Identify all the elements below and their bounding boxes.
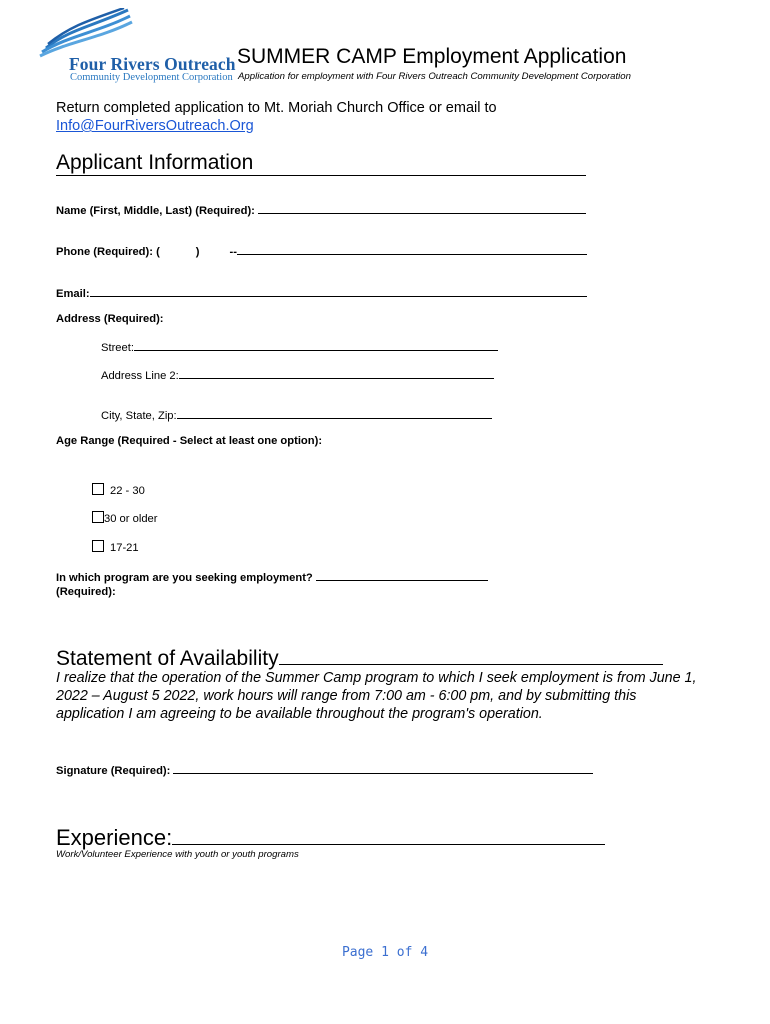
experience-heading-text: Experience: xyxy=(56,825,173,850)
age-option-22-30[interactable] xyxy=(92,483,145,497)
city-label: City, State, Zip: xyxy=(101,410,177,422)
program-label: In which program are you seeking employment? xyxy=(56,572,316,584)
signature-row xyxy=(56,763,593,777)
title-rest: Employment Application xyxy=(396,45,627,68)
checkbox[interactable] xyxy=(92,540,104,552)
phone-number-field[interactable] xyxy=(237,244,587,255)
email-label: Email: xyxy=(56,288,90,300)
age-range-label: Age Range (Required - Select at least one option): xyxy=(56,435,323,447)
availability-heading xyxy=(56,646,663,671)
address2-row xyxy=(101,368,494,382)
email-row xyxy=(56,286,587,300)
name-row xyxy=(56,203,586,217)
phone-dash: -- xyxy=(229,246,237,258)
address2-field[interactable] xyxy=(179,368,494,379)
email-field[interactable] xyxy=(90,286,587,297)
phone-paren: ) xyxy=(195,246,200,258)
checkbox[interactable] xyxy=(92,483,104,495)
age-option-17-21[interactable] xyxy=(92,540,139,554)
age-option-label: 17-21 xyxy=(110,542,139,554)
street-row xyxy=(101,340,498,354)
address2-label: Address Line 2: xyxy=(101,370,179,382)
page-title xyxy=(237,45,626,69)
program-required: (Required): xyxy=(56,586,116,598)
checkbox[interactable] xyxy=(92,511,104,523)
phone-row xyxy=(56,244,587,258)
phone-area-code-field[interactable] xyxy=(160,245,196,255)
availability-heading-rule xyxy=(279,646,663,665)
experience-heading-rule xyxy=(172,824,605,845)
email-link[interactable]: Info@FourRiversOutreach.Org xyxy=(56,118,254,134)
rivers-waves-icon xyxy=(38,8,158,58)
availability-statement: I realize that the operation of the Summer Camp program to which I seek employment is from June 1, 2022 – August 5 2022, work hours will range from 7:00 am - 6:00 pm, and by submitting this application I am agreeing to be available throughout the program's operation. xyxy=(56,670,697,722)
title-main: SUMMER CAMP xyxy=(237,45,397,68)
org-name: Four Rivers Outreach xyxy=(69,54,236,74)
page-number: Page 1 of 4 xyxy=(341,945,429,960)
program-field[interactable] xyxy=(316,570,488,581)
phone-prefix-field[interactable] xyxy=(200,245,230,255)
age-option-label: 22 - 30 xyxy=(110,485,145,497)
age-option-30-older[interactable] xyxy=(92,511,158,525)
return-instructions xyxy=(56,99,497,135)
address-label: Address (Required): xyxy=(56,313,164,325)
availability-heading-text: Statement of Availability xyxy=(56,647,279,670)
name-label: Name (First, Middle, Last) (Required): xyxy=(56,205,259,217)
return-text: Return completed application to Mt. Moriah Church Office or email to xyxy=(56,100,497,116)
page-subtitle: Application for employment with Four Rivers Outreach Community Development Corporation xyxy=(238,71,631,82)
city-row xyxy=(101,408,492,422)
org-tagline: Community Development Corporation xyxy=(70,72,233,83)
org-logo xyxy=(38,8,236,84)
city-field[interactable] xyxy=(177,408,492,419)
applicant-heading xyxy=(56,151,586,176)
street-field[interactable] xyxy=(134,340,498,351)
experience-subheading: Work/Volunteer Experience with youth or youth programs xyxy=(56,849,299,860)
phone-label: Phone (Required): ( xyxy=(56,246,160,258)
name-field[interactable] xyxy=(258,203,586,214)
signature-label: Signature (Required): xyxy=(56,765,174,777)
applicant-heading-text: Applicant Information xyxy=(56,151,586,176)
program-row xyxy=(56,570,488,599)
age-option-label: 30 or older xyxy=(104,513,158,525)
experience-heading xyxy=(56,824,605,851)
street-label: Street: xyxy=(101,342,134,354)
signature-field[interactable] xyxy=(173,763,593,774)
